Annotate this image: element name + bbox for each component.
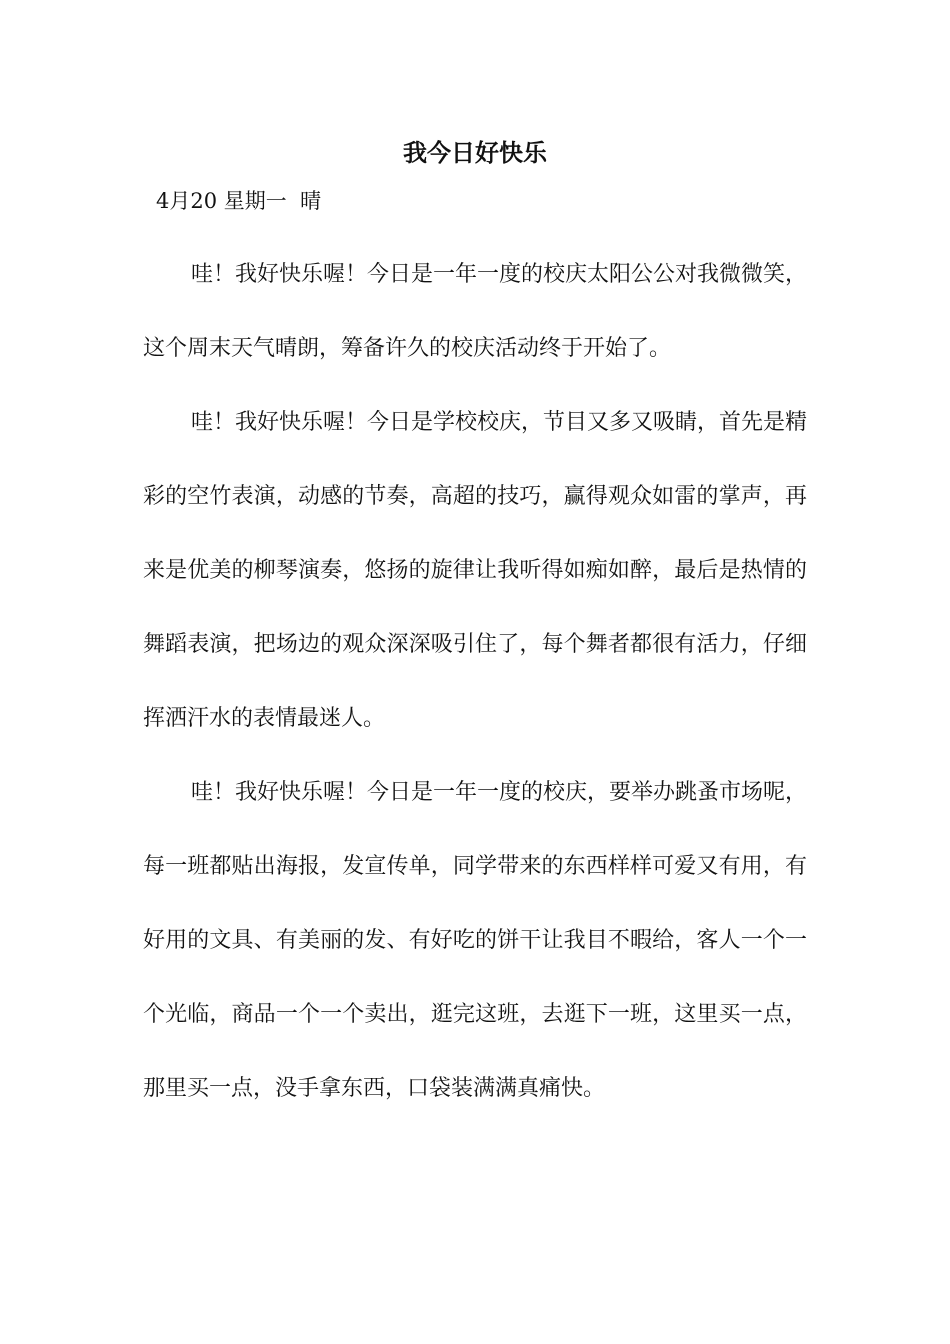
paragraph-1: 哇！我好快乐喔！今日是一年一度的校庆太阳公公对我微微笑，这个周末天气晴朗，筹备许久的校庆活动终于开始了。: [143, 262, 808, 361]
paragraph-3: 哇！我好快乐喔！今日是一年一度的校庆，要举办跳蚤市场呢，每一班都贴出海报，发宣传单，同学带来的东西样样可爱又有用，有好用的文具、有美丽的发、有好吃的饼干让我目不暇给，客人一个一个光临，商品一个一个卖出，逛完这班，去逛下一班，这里买一点，那里买一点，没手拿东西，口袋装满满真痛快。: [143, 780, 808, 1101]
document-title: 我今日好快乐: [403, 138, 547, 167]
paragraph-2: 哇！我好快乐喔！今日是学校校庆，节目又多又吸睛，首先是精彩的空竹表演，动感的节奏，高超的技巧，赢得观众如雷的掌声，再来是优美的柳琴演奏，悠扬的旋律让我听得如痴如醉，最后是热情的舞蹈表演，把场边的观众深深吸引住了，每个舞者都很有活力，仔细挥洒汗水的表情最迷人。: [143, 410, 808, 731]
date-line: 4月20 星期一 晴: [156, 189, 322, 213]
